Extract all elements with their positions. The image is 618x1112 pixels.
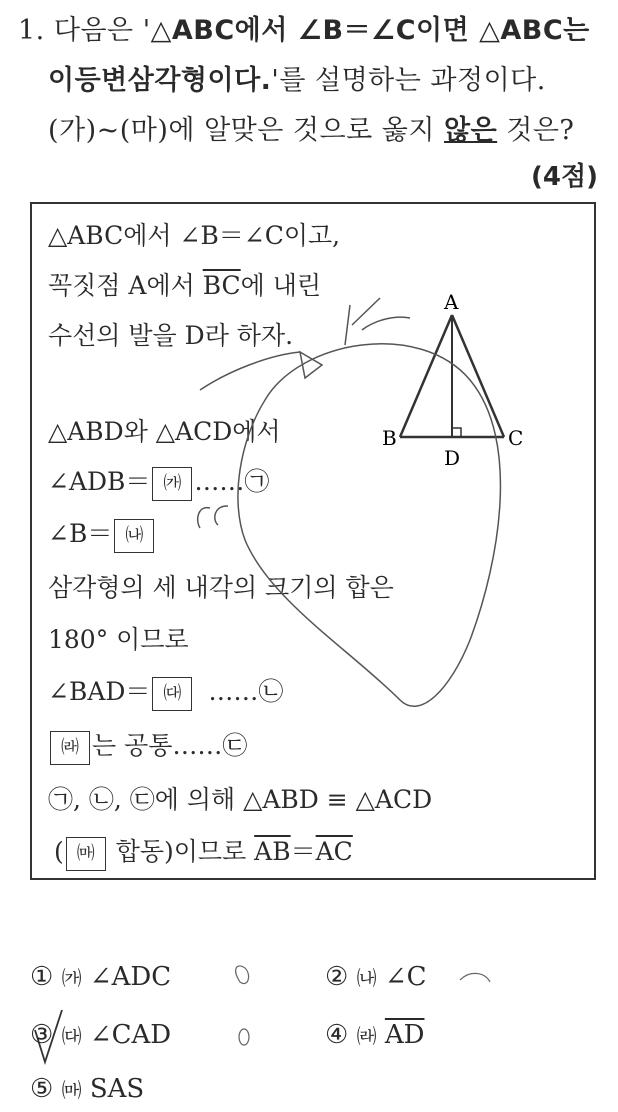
segment-bc: $\overline{BC}$: [202, 271, 241, 300]
choice-2-number: ②: [325, 962, 349, 992]
blank-na: ㈏: [114, 519, 154, 553]
proof-line-4: △ABD와 △ACD에서: [48, 417, 281, 446]
proof-line-11: ㉠, ㉡, ㉢에 의해 △ABD ≡ △ACD: [48, 785, 433, 814]
blank-ga: ㈎: [152, 467, 192, 501]
vertex-d-label: D: [444, 446, 461, 470]
segment-ab: $\overline{AB}$: [254, 837, 291, 866]
choice-3[interactable]: ③ ㈐ ∠CAD: [30, 1020, 172, 1050]
vertex-b-label: B: [382, 426, 397, 450]
choice-1-number: ①: [30, 962, 54, 992]
choice-4-number: ④: [325, 1020, 349, 1050]
choice-2[interactable]: ② ㈏ ∠C: [325, 962, 427, 992]
choice-1[interactable]: ① ㈎ ∠ADC: [30, 962, 172, 992]
proof-line-9: ∠BAD＝ ㈐ ……㉡: [48, 672, 283, 711]
proof-line-5: ∠ADB＝ ㈎ ……㉠: [48, 462, 269, 501]
choice-4[interactable]: ④ ㈑ $\overline{AD}$: [325, 1020, 425, 1050]
proof-line-12: ( ㈒ 합동)이므로 $\overline{AB}=\overline{AC}$: [54, 832, 353, 871]
choice-5[interactable]: ⑤ ㈒ SAS: [30, 1074, 145, 1104]
choice-3-number: ③: [30, 1020, 54, 1050]
proof-line-6: ∠B＝ ㈏: [48, 514, 156, 553]
proof-line-8: 180° 이므로: [48, 625, 189, 654]
question-points: (4점): [531, 162, 598, 192]
proof-line-7: 삼각형의 세 내각의 크기의 합은: [48, 573, 394, 602]
proof-line-3: 수선의 발을 D라 하자.: [48, 321, 294, 350]
blank-da: ㈐: [152, 677, 192, 711]
triangle-figure: [380, 285, 550, 475]
choice-5-number: ⑤: [30, 1074, 54, 1104]
question-line-2: 이등변삼각형이다.'를 설명하는 과정이다.: [48, 65, 546, 96]
proof-line-2: 꼭짓점 A에서 $\overline{BC}$에 내린: [48, 271, 322, 300]
vertex-c-label: C: [508, 426, 524, 450]
segment-ac: $\overline{AC}$: [315, 837, 353, 866]
vertex-a-label: A: [444, 290, 459, 314]
question-line-3: (가)~(마)에 알맞은 것으로 옳지 않은 것은?: [48, 115, 575, 146]
blank-ma: ㈒: [66, 837, 106, 871]
question-number: 1.: [18, 15, 45, 46]
blank-ra: ㈑: [50, 731, 90, 765]
question-line-1: 1. 다음은 '△ABC에서 ∠B＝∠C이면 △ABC는: [18, 15, 590, 46]
proof-line-1: △ABC에서 ∠B＝∠C이고,: [48, 221, 341, 250]
proof-line-10: ㈑ 는 공통……㉢: [48, 726, 247, 765]
